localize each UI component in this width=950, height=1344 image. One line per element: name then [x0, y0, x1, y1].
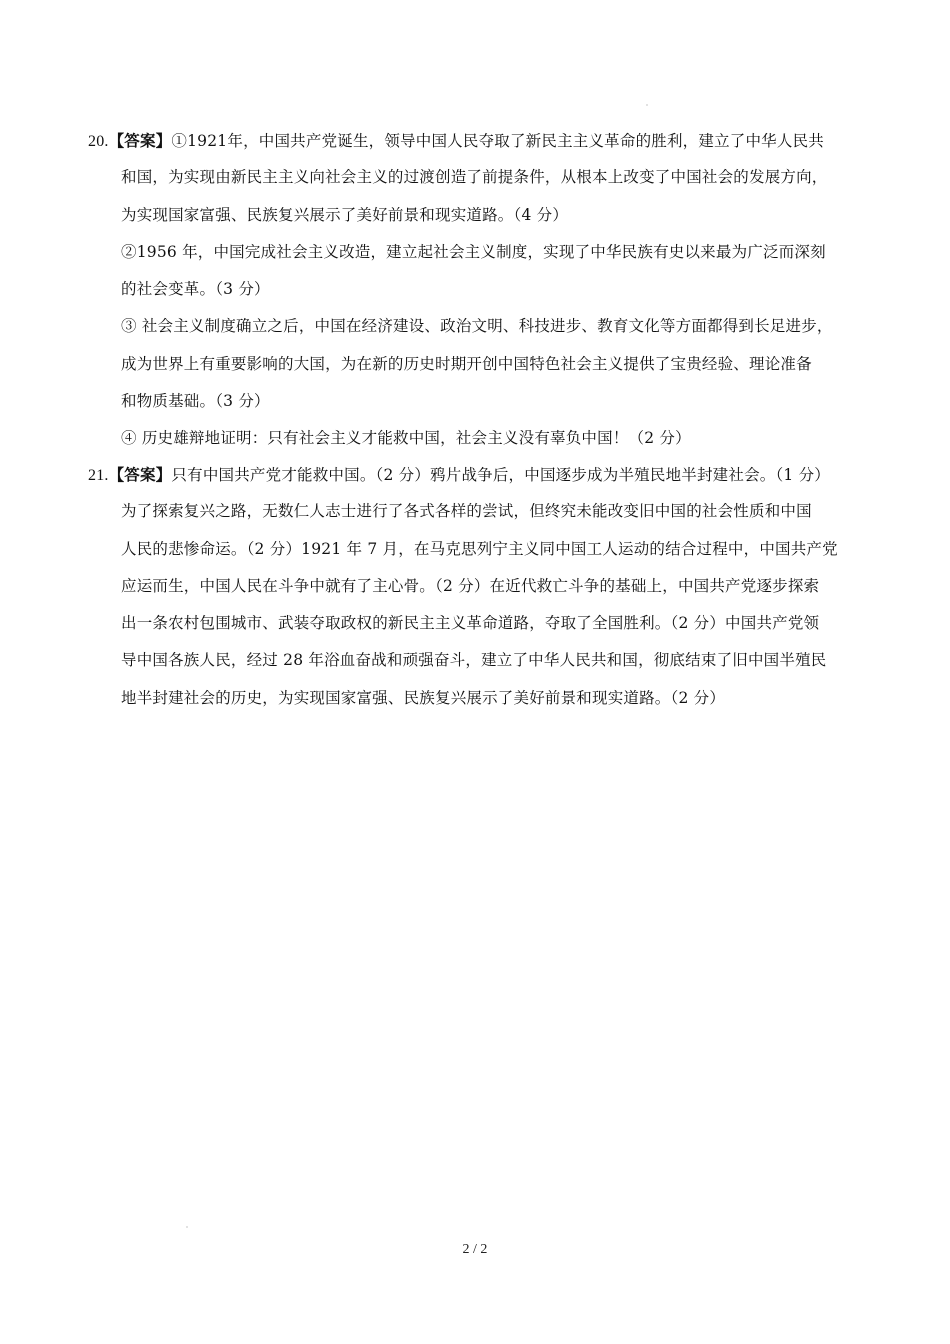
answer-21-line-5: 出一条农村包围城市、武装夺取政权的新民主主义革命道路，夺取了全国胜利。（2 分）中国共产党领 [121, 614, 820, 633]
page-number: 2 / 2 [462, 1242, 488, 1257]
answer-20-line-4: ②1956 年，中国完成社会主义改造，建立起社会主义制度，实现了中华民族有史以来最为广泛而深刻 [121, 242, 826, 261]
answer-20-line-1 [88, 122, 878, 159]
scan-speck [646, 104, 648, 106]
answer-20-line-9: ④ 历史雄辩地证明：只有社会主义才能救中国，社会主义没有辜负中国！（2 分） [121, 429, 691, 448]
answer-tag: 【答案】 [108, 131, 172, 150]
answer-number: 21. [88, 467, 109, 484]
answer-20-line-5: 的社会变革。（3 分） [121, 280, 270, 299]
answer-text: 只有中国共产党才能救中国。（2 分）鸦片战争后，中国逐步成为半殖民地半封建社会。（1 分） [171, 466, 831, 484]
answer-number: 20. [88, 133, 109, 150]
answer-21-line-2: 为了探索复兴之路，无数仁人志士进行了各式各样的尝试，但终究未能改变旧中国的社会性质和中国 [121, 502, 812, 521]
answer-21-line-6: 导中国各族人民，经过 28 年浴血奋战和顽强奋斗，建立了中华人民共和国，彻底结束了旧中国半殖民 [121, 651, 827, 670]
answer-21 [88, 456, 878, 717]
answer-tag: 【答案】 [108, 465, 172, 484]
answer-21-line-4: 应运而生，中国人民在斗争中就有了主心骨。（2 分）在近代救亡斗争的基础上，中国共产党逐步探索 [121, 576, 820, 595]
answer-21-line-1 [88, 456, 878, 493]
answer-20-line-7: 成为世界上有重要影响的大国，为在新的历史时期开创中国特色社会主义提供了宝贵经验、理论准备 [121, 354, 812, 373]
answer-21-line-7: 地半封建社会的历史，为实现国家富强、民族复兴展示了美好前景和现实道路。（2 分） [121, 688, 726, 707]
answer-20-line-6: ③ 社会主义制度确立之后，中国在经济建设、政治文明、科技进步、教育文化等方面都得到长足进步， [121, 317, 833, 336]
answer-text: ①1921年，中国共产党诞生，领导中国人民夺取了新民主主义革命的胜利，建立了中华人民共 [171, 132, 824, 150]
answer-20-line-2: 和国，为实现由新民主主义向社会主义的过渡创造了前提条件，从根本上改变了中国社会的发展方向， [121, 168, 828, 187]
answer-20-line-3: 为实现国家富强、民族复兴展示了美好前景和现实道路。（4 分） [121, 205, 569, 224]
answer-21-line-3: 人民的悲惨命运。（2 分）1921 年 7 月，在马克思列宁主义同中国工人运动的结合过程中，中国共产党 [121, 539, 838, 558]
answer-20 [88, 122, 878, 458]
answer-20-line-8: 和物质基础。（3 分） [121, 392, 270, 411]
scan-speck [186, 1226, 188, 1228]
